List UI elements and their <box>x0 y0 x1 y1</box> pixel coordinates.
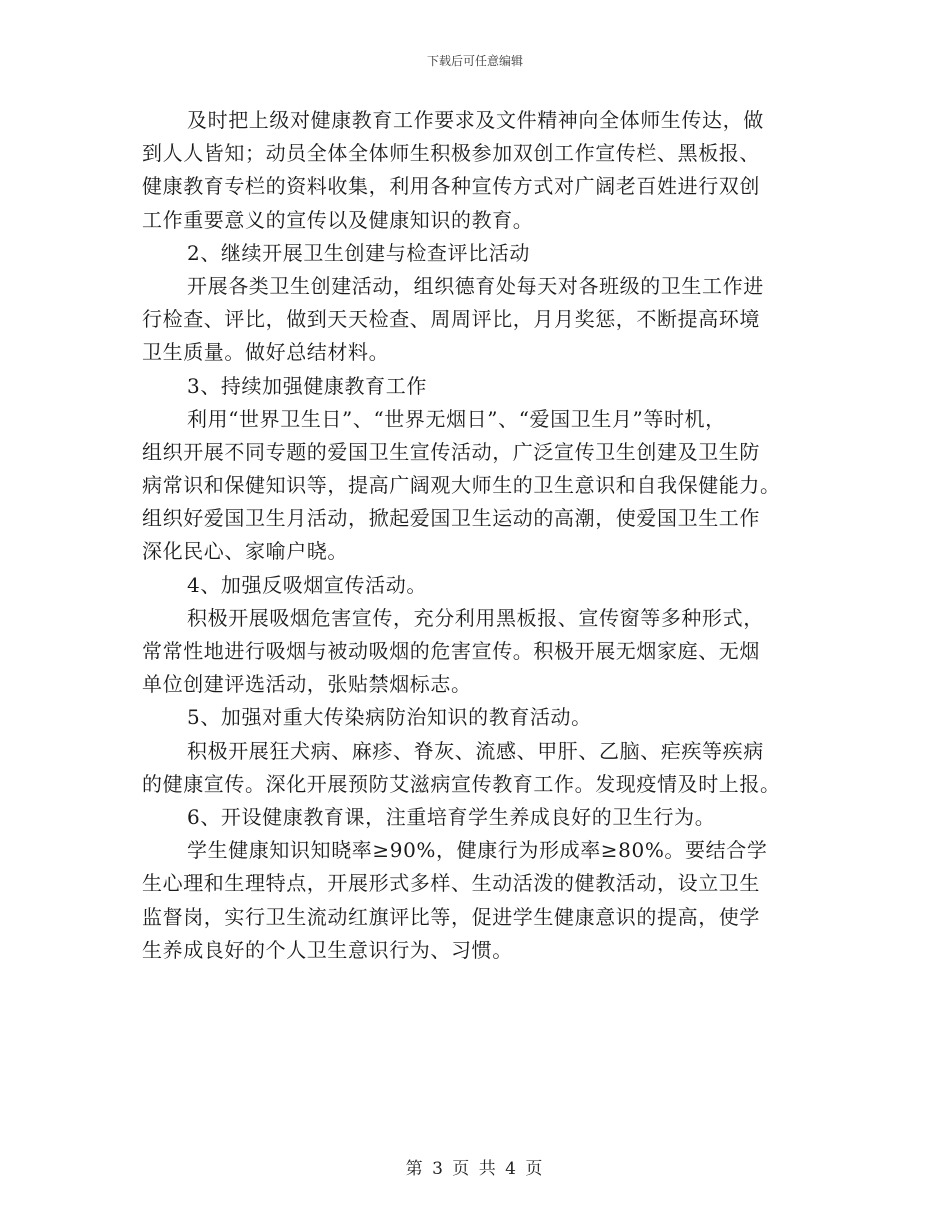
text-line: 监督岗，实行卫生流动红旗评比等，促进学生健康意识的提高，使学 <box>142 904 760 929</box>
text-line: 积极开展吸烟危害宣传，充分利用黑板报、宣传窗等多种形式， <box>187 605 764 630</box>
text-line: 学生健康知识知晓率≥90%，健康行为形成率≥80%。要结合学 <box>187 838 768 863</box>
text-line: 6、开设健康教育课，注重培育学生养成良好的卫生行为。 <box>187 804 716 829</box>
text-line: 生心理和生理特点，开展形式多样、生动活泼的健教活动，设立卫生 <box>142 871 760 896</box>
text-line: 病常识和保健知识等，提高广阔观大师生的卫生意识和自我保健能力。 <box>142 473 781 498</box>
text-line: 5、加强对重大传染病防治知识的教育活动。 <box>187 705 592 730</box>
text-line: 组织开展不同专题的爱国卫生宣传活动，广泛宣传卫生创建及卫生防 <box>142 439 760 464</box>
page-header-note: 下载后可任意编辑 <box>426 54 523 68</box>
text-line: 单位创建评选活动，张贴禁烟标志。 <box>142 672 472 697</box>
text-line: 3、持续加强健康教育工作 <box>187 373 427 398</box>
text-line: 常常性地进行吸烟与被动吸烟的危害宣传。积极开展无烟家庭、无烟 <box>142 639 760 663</box>
text-line: 健康教育专栏的资料收集，利用各种宣传方式对广阔老百姓进行双创 <box>142 174 760 199</box>
text-line: 2、继续开展卫生创建与检查评比活动 <box>187 240 530 265</box>
text-line: 4、加强反吸烟宣传活动。 <box>187 572 427 597</box>
text-line: 卫生质量。做好总结材料。 <box>142 340 390 365</box>
text-line: 开展各类卫生创建活动，组织德育处每天对各班级的卫生工作进 <box>187 273 764 298</box>
text-line: 利用“世界卫生日”、“世界无烟日”、“爱国卫生月”等时机， <box>187 406 726 431</box>
page-number-footer: 第 3 页 共 4 页 <box>405 1159 545 1179</box>
text-line: 的健康宣传。深化开展预防艾滋病宣传教育工作。发现疫情及时上报。 <box>142 771 781 796</box>
text-line: 深化民心、家喻户晓。 <box>142 539 348 564</box>
text-line: 到人人皆知；动员全体全体师生积极参加双创工作宣传栏、黑板报、 <box>142 141 760 166</box>
text-line: 行检查、评比，做到天天检查、周周评比，月月奖惩，不断提高环境 <box>142 307 760 332</box>
text-line: 积极开展狂犬病、麻疹、脊灰、流感、甲肝、乙脑、疟疾等疾病 <box>187 738 764 763</box>
text-line: 生养成良好的个人卫生意识行为、习惯。 <box>142 937 513 962</box>
text-line: 工作重要意义的宣传以及健康知识的教育。 <box>142 207 534 232</box>
text-line: 及时把上级对健康教育工作要求及文件精神向全体师生传达，做 <box>187 108 764 132</box>
text-line: 组织好爱国卫生月活动，掀起爱国卫生运动的高潮，使爱国卫生工作 <box>142 506 760 531</box>
document-body <box>142 104 822 967</box>
